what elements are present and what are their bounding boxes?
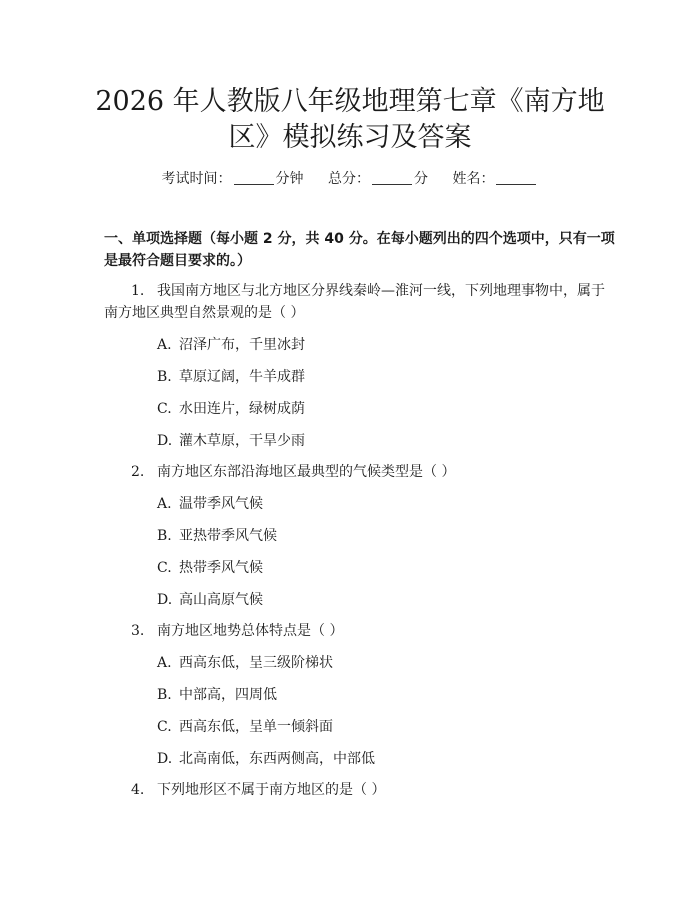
question-1-option-b: B. 草原辽阔，牛羊成群 xyxy=(157,369,305,385)
question-number: 3. xyxy=(131,623,145,639)
question-3-option-d: D. 北高南低，东西两侧高，中部低 xyxy=(157,751,375,767)
exam-time-label: 考试时间： xyxy=(161,171,232,187)
exam-time-unit: 分钟 xyxy=(275,171,304,187)
total-score-label: 总分： xyxy=(328,171,370,187)
question-3-option-c: C. 西高东低，呈单一倾斜面 xyxy=(157,719,333,735)
question-3 xyxy=(131,620,343,642)
total-score xyxy=(328,168,428,188)
question-1-option-c: C. 水田连片，绿树成荫 xyxy=(157,401,305,417)
question-1-option-d: D. 灌木草原，干旱少雨 xyxy=(157,433,305,449)
question-text: 下列地形区不属于南方地区的是（ ） xyxy=(157,782,386,798)
question-1 xyxy=(131,280,605,302)
student-name xyxy=(452,168,538,188)
question-2-option-d: D. 高山高原气候 xyxy=(157,592,263,608)
question-2-option-b: B. 亚热带季风气候 xyxy=(157,528,277,544)
student-name-blank xyxy=(496,170,536,185)
total-score-blank xyxy=(372,170,412,185)
document-title-line2: 区》模拟练习及答案 xyxy=(228,122,472,153)
section-heading-line1: 一、单项选择题（每小题 2 分，共 40 分。在每小题列出的四个选项中，只有一项 xyxy=(104,231,615,247)
question-1-continuation: 南方地区典型自然景观的是（ ） xyxy=(104,305,305,321)
document-title-line1: 2026 年人教版八年级地理第七章《南方地 xyxy=(95,86,605,117)
student-name-label: 姓名： xyxy=(452,171,495,187)
question-number: 1. xyxy=(131,283,145,299)
question-2-option-a: A. 温带季风气候 xyxy=(157,496,263,512)
exam-meta xyxy=(0,168,700,188)
section-heading-line2: 是最符合题目要求的。） xyxy=(104,253,251,269)
exam-time-blank xyxy=(234,170,274,185)
question-3-option-a: A. 西高东低，呈三级阶梯状 xyxy=(157,655,333,671)
exam-time xyxy=(162,168,304,188)
question-text: 南方地区地势总体特点是（ ） xyxy=(157,623,344,639)
question-4 xyxy=(131,779,385,801)
question-1-option-a: A. 沼泽广布，千里冰封 xyxy=(157,337,305,353)
question-2-option-c: C. 热带季风气候 xyxy=(157,560,263,576)
total-score-unit: 分 xyxy=(414,171,428,187)
question-text: 我国南方地区与北方地区分界线秦岭—淮河一线，下列地理事物中，属于 xyxy=(157,283,605,299)
question-text: 南方地区东部沿海地区最典型的气候类型是（ ） xyxy=(157,464,456,480)
question-number: 4. xyxy=(131,782,145,798)
question-3-option-b: B. 中部高，四周低 xyxy=(157,687,277,703)
question-2 xyxy=(131,461,455,483)
section-heading xyxy=(104,228,615,272)
question-number: 2. xyxy=(131,464,145,480)
